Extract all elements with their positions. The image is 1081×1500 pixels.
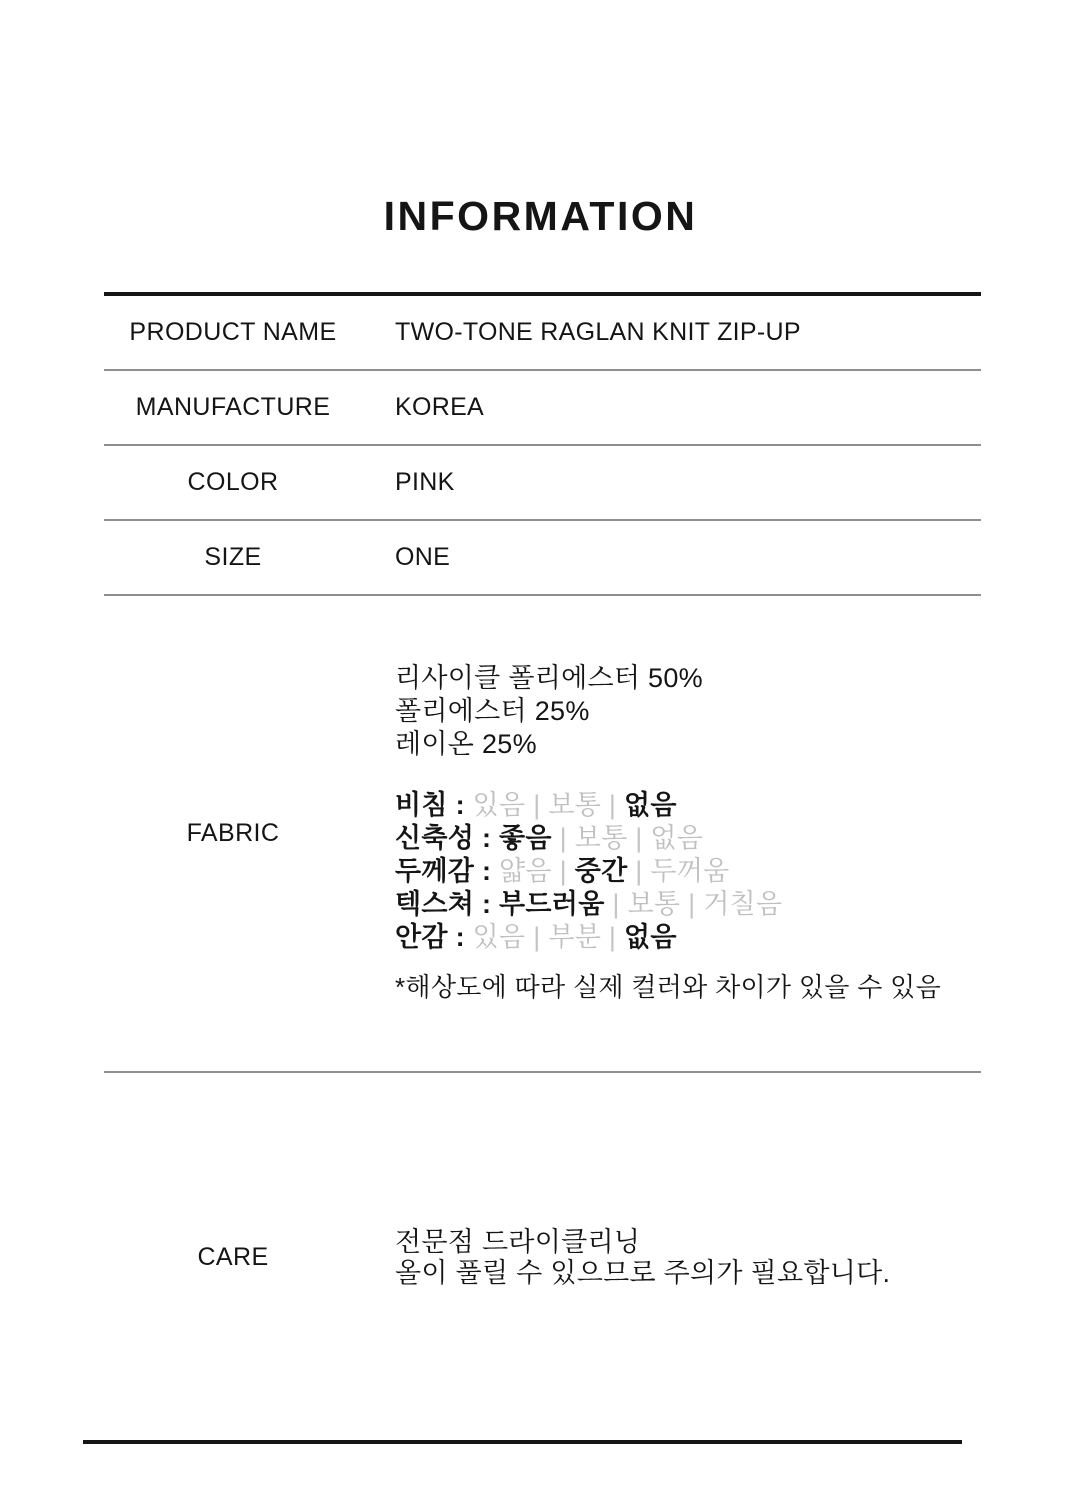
fabric-note: *해상도에 따라 실제 컬러와 차이가 있을 수 있음 [395, 972, 941, 1002]
option-separator: | [601, 922, 625, 952]
bottom-border-line [83, 1440, 962, 1444]
row-value [362, 596, 981, 1071]
row-label: CARE [197, 1243, 269, 1271]
care-text-line: 전문점 드라이클리닝 [395, 1226, 641, 1257]
row-value: ONE [395, 543, 451, 571]
fabric-attribute-name: 텍스쳐 : [395, 889, 500, 919]
fabric-attribute-option: 없음 [624, 922, 677, 952]
fabric-attribute-name: 신축성 : [395, 823, 500, 853]
info-rows [104, 296, 981, 596]
fabric-attribute-option: 없음 [624, 790, 677, 820]
care-text [395, 1227, 890, 1289]
fabric-attribute [395, 921, 981, 954]
fabric-composition-line: 폴리에스터 25% [395, 696, 590, 726]
fabric-attribute-option: 없음 [650, 823, 704, 853]
fabric-attribute-option: 좋음 [499, 823, 552, 853]
fabric-composition-line: 레이온 25% [395, 729, 537, 759]
fabric-attribute-option: 보통 [627, 889, 681, 919]
row-label: MANUFACTURE [135, 393, 331, 421]
option-separator: | [551, 823, 575, 853]
fabric-attribute-option: 거칠음 [703, 889, 783, 919]
fabric-attribute-option: 보통 [574, 823, 628, 853]
option-separator: | [627, 856, 651, 886]
table-row [104, 371, 981, 446]
fabric-attribute [395, 822, 981, 855]
table-row [104, 521, 981, 596]
fabric-attributes [395, 789, 981, 954]
option-separator: | [601, 790, 625, 820]
table-row-care [104, 1073, 981, 1442]
fabric-attribute-name: 안감 : [395, 922, 473, 952]
option-separator: | [525, 790, 549, 820]
fabric-attribute [395, 789, 981, 822]
fabric-attribute [395, 888, 981, 921]
care-text-line: 올이 풀릴 수 있으므로 주의가 필요합니다. [395, 1257, 891, 1288]
fabric-attribute-option: 얇음 [499, 856, 552, 886]
fabric-attribute-option: 두꺼움 [650, 856, 730, 886]
fabric-attribute-name: 비침 : [395, 790, 473, 820]
table-row-fabric [104, 596, 981, 1073]
row-label: SIZE [204, 543, 262, 571]
fabric-attribute-option: 있음 [472, 922, 526, 952]
fabric-attribute-option: 부분 [548, 922, 602, 952]
option-separator: | [627, 823, 651, 853]
fabric-composition [395, 662, 981, 761]
row-value [362, 1073, 981, 1442]
fabric-composition-line: 리사이클 폴리에스터 50% [395, 663, 703, 693]
fabric-attribute-option: 부드러움 [499, 889, 605, 919]
row-label: PRODUCT NAME [129, 318, 337, 346]
table-row [104, 446, 981, 521]
row-value: TWO-TONE RAGLAN KNIT ZIP-UP [395, 318, 801, 346]
option-separator: | [525, 922, 549, 952]
fabric-attribute [395, 855, 981, 888]
row-value: PINK [395, 468, 455, 496]
row-label: FABRIC [186, 819, 280, 847]
fabric-attribute-option: 보통 [548, 790, 602, 820]
row-label: COLOR [187, 468, 279, 496]
page-title: INFORMATION [383, 193, 698, 239]
fabric-attribute-option: 중간 [574, 856, 628, 886]
row-value: KOREA [395, 393, 485, 421]
fabric-attribute-option: 있음 [472, 790, 526, 820]
fabric-attribute-name: 두께감 : [395, 856, 500, 886]
option-separator: | [604, 889, 628, 919]
table-row [104, 296, 981, 371]
product-info-table [104, 292, 981, 1442]
option-separator: | [680, 889, 704, 919]
option-separator: | [551, 856, 575, 886]
